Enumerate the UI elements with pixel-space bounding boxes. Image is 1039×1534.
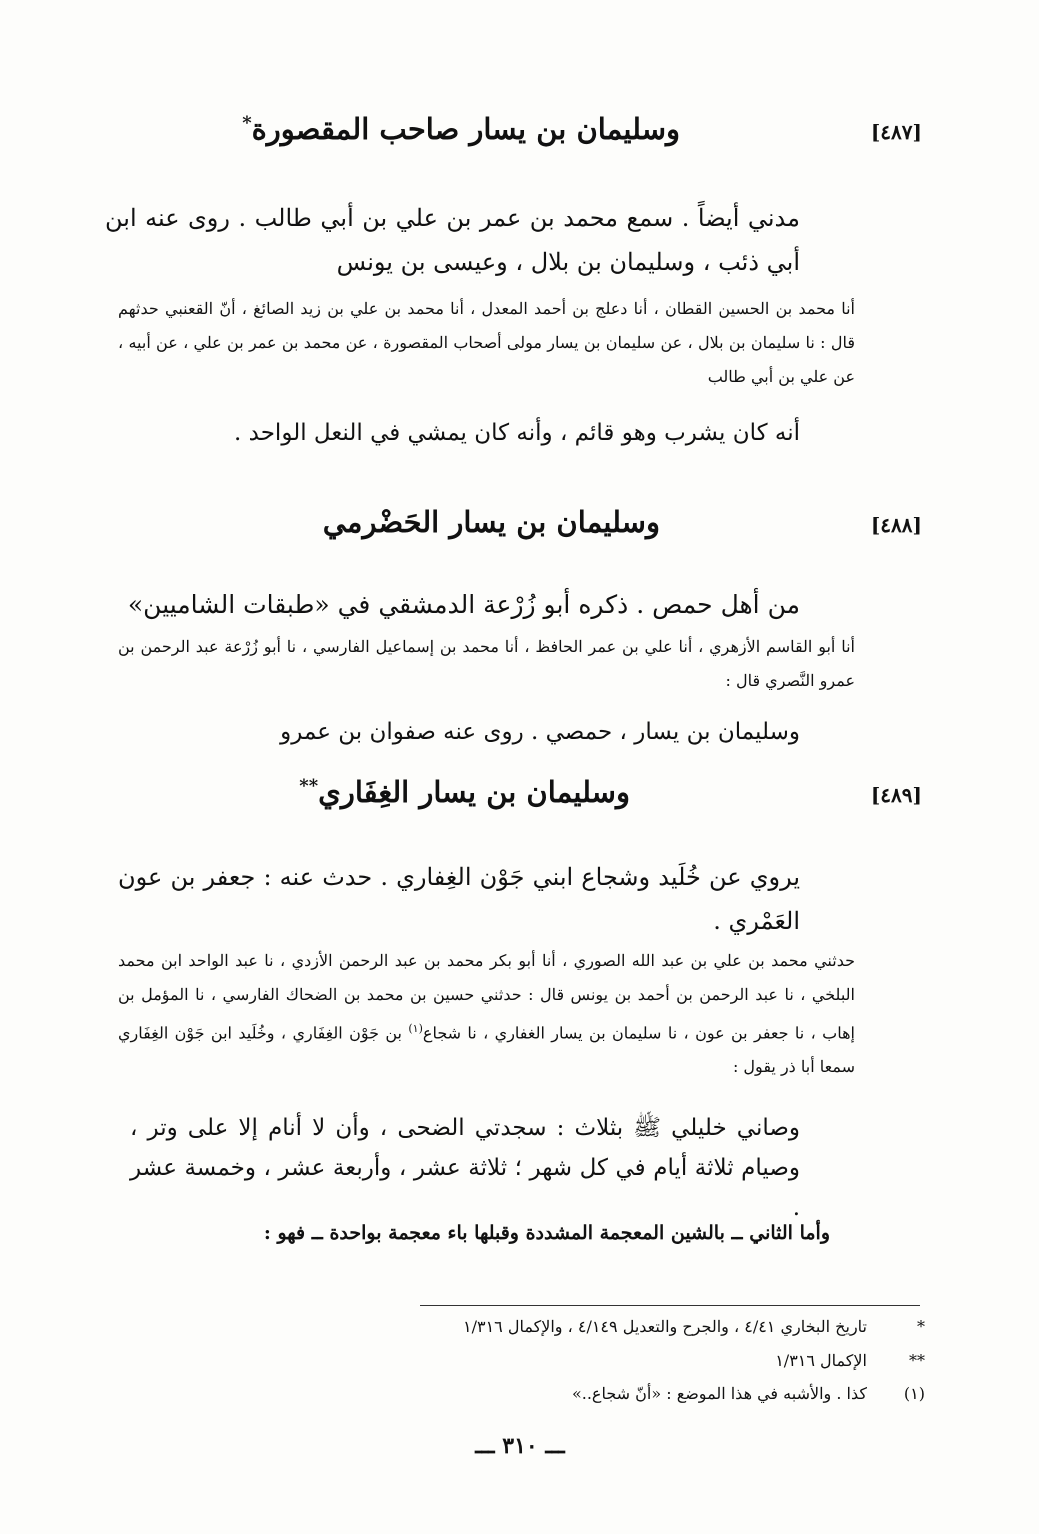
entry-heading [120, 112, 930, 162]
entry-isnad: أنا محمد بن الحسين القطان ، أنا دعلج بن أحمد المعدل ، أنا محمد بن علي بن زيد الصائغ ، أنّ القعنبي حدثهم قال : نا سليمان بن بلال ، عن سليمان بن يسار مولى أصحاب المقصورة ، عن محمد بن عمر بن علي ، عن أبيه ، عن علي بن أبي طالب [118, 299, 855, 386]
entry-title-text: وسليمان بن يسار الغِفَاري [318, 775, 630, 809]
footnote [330, 1314, 925, 1340]
entry-matn: وصاني خليلي ﷺ بثلاث : سجدتي الضحى ، وأن لا أنام إلا على وتر ، وصيام ثلاثة أيام في كل شهر ؛ ثلاثة عشر ، وأربعة عشر ، وخمسة عشر . [130, 1115, 800, 1221]
entry-heading [120, 505, 930, 555]
isnad-text-part: بن جَوْن الغِفَاري ، وخُلَيد ابن جَوْن الغِفَاري سمعا أبا ذر يقول : [118, 1023, 855, 1077]
entry-biography: من أهل حمص . ذكره أبو زُرْعة الدمشقي في «طبقات الشاميين» [127, 590, 800, 619]
entry-title-text: وسليمان بن يسار صاحب المقصورة [251, 112, 680, 146]
entry-number: [٤٨٩] [870, 783, 922, 807]
entry-matn: أنه كان يشرب وهو قائم ، وأنه كان يمشي في النعل الواحد . [234, 420, 800, 446]
footnote-text: كذا . والأشبه في هذا الموضع : «أنّ شجاع..» [571, 1384, 867, 1403]
entry-biography: مدني أيضاً . سمع محمد بن عمر بن علي بن أبي طالب . روى عنه ابن أبي ذئب ، وسليمان بن بلال ، وعيسى بن يونس [105, 204, 800, 276]
entry-biography: يروي عن خُلَيد وشجاع ابني جَوْن الغِفاري . حدث عنه : جعفر بن عون العَمْري . [118, 863, 800, 935]
entry-title [242, 112, 680, 146]
entry-heading [120, 775, 930, 825]
footnote-text: الإكمال ١/٣١٦ [775, 1351, 867, 1370]
entry-matn: وسليمان بن يسار ، حمصي . روى عنه صفوان بن عمرو [280, 719, 800, 745]
footnote-marker: * [242, 112, 252, 134]
footnote [330, 1348, 925, 1374]
footnote-mark: (١) [903, 1384, 925, 1403]
entry-isnad [118, 944, 855, 1084]
footnote-mark: * [917, 1317, 925, 1336]
footnote [330, 1381, 925, 1407]
footnote-divider [420, 1305, 920, 1306]
entry-number: [٤٨٨] [870, 513, 922, 537]
entry-title [299, 775, 630, 809]
transition-line: وأما الثاني ــ بالشين المعجمة المشددة وقبلها باء معجمة بواحدة ــ فهو : [263, 1222, 830, 1244]
isnad-text-part: حدثني محمد بن علي بن عبد الله الصوري ، أنا أبو بكر محمد بن عبد الرحمن الأزدي ، نا عبد الواحد ابن محمد البلخي ، نا عبد الرحمن بن أحمد بن يونس قال : حدثني حسين بن محمد بن الضحاك الفارسي ، نا المؤمل بن إهاب ، نا جعفر بن عون ، نا سليمان بن يسار الغفاري ، نا شجاع [118, 951, 856, 1043]
footnote-marker: ** [299, 775, 319, 797]
entry-isnad: أنا أبو القاسم الأزهري ، أنا علي بن عمر الحافظ ، أنا محمد بن إسماعيل الفارسي ، نا أبو زُرْعة عبد الرحمن بن عمرو النَّصري قال : [118, 637, 855, 690]
entry-title [323, 505, 660, 539]
footnote-mark: ** [909, 1351, 925, 1370]
entry-title-text: وسليمان بن يسار الحَضْرمي [322, 505, 660, 539]
footnote-reference: (١) [408, 1022, 423, 1035]
page-number: ـــ ٣١٠ ـــ [475, 1433, 565, 1459]
entry-number: [٤٨٧] [870, 120, 922, 144]
footnote-text: تاريخ البخاري ٤/٤١ ، والجرح والتعديل ٤/١٤٩ ، والإكمال ١/٣١٦ [462, 1317, 867, 1336]
